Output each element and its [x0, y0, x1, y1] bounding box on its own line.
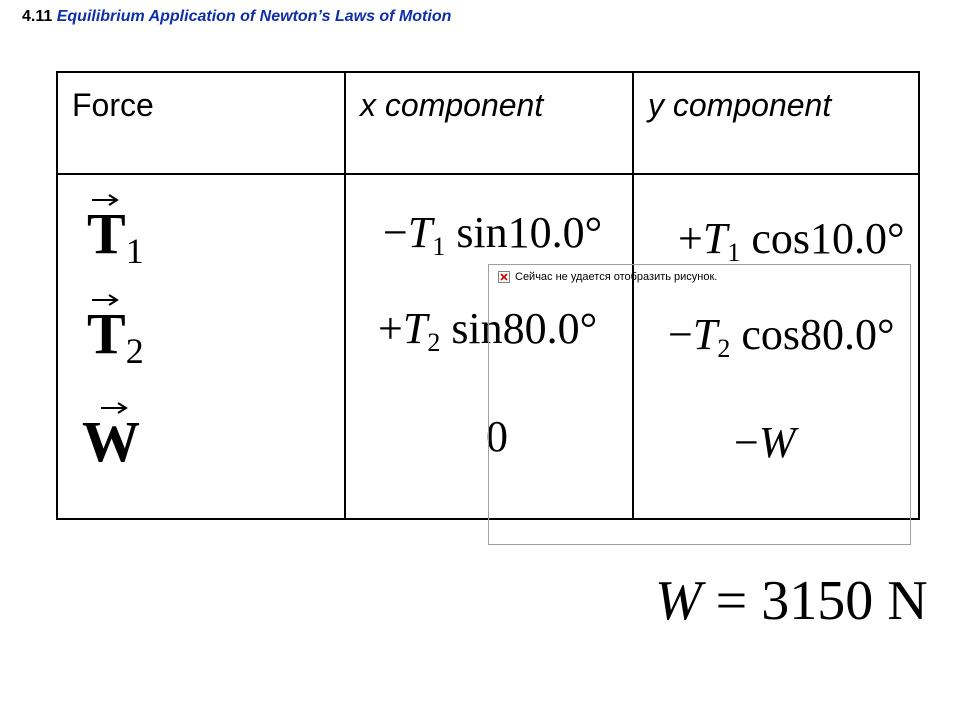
y-component-t1: $+T_1$ cos10.0°	[678, 214, 905, 267]
broken-image-message: Сейчас не удается отобразить рисунок.	[515, 271, 718, 283]
x-component-t2: $+T_2$ sin80.0°	[378, 304, 598, 357]
vector-arrow-icon	[100, 401, 130, 415]
header-y-component: y component	[648, 87, 832, 123]
header-x-component: x component	[360, 87, 544, 123]
result-unit: N	[887, 570, 928, 632]
title-text: Equilibrium Application of Newton’s Laws of Motion	[56, 8, 452, 25]
vector-arrow-icon	[91, 293, 121, 307]
section-number: 4.11	[22, 8, 53, 25]
header-force: Force	[72, 87, 154, 123]
x-component-w: 0	[486, 412, 508, 461]
broken-image-icon	[498, 271, 510, 283]
result-variable: W	[655, 570, 702, 632]
result-value: 3150	[761, 570, 874, 632]
force-t1: $T_1$	[87, 205, 144, 269]
header-cell-x	[345, 72, 633, 174]
force-t2: $T_2$	[87, 305, 144, 369]
y-component-w: −W	[734, 418, 796, 467]
header-cell-force	[57, 72, 345, 174]
header-row	[57, 72, 919, 174]
header-cell-y	[633, 72, 919, 174]
x-component-t1: $-T_1$ sin10.0°	[383, 208, 603, 261]
slide-title	[22, 8, 451, 26]
result-equals: =	[715, 570, 748, 632]
broken-image-placeholder	[488, 264, 911, 545]
weight-equation	[655, 570, 928, 632]
force-cell	[57, 174, 345, 519]
force-w: W	[82, 413, 140, 471]
vector-arrow-icon	[91, 193, 121, 207]
y-component-t2: $-T_2$ cos80.0°	[668, 310, 895, 363]
